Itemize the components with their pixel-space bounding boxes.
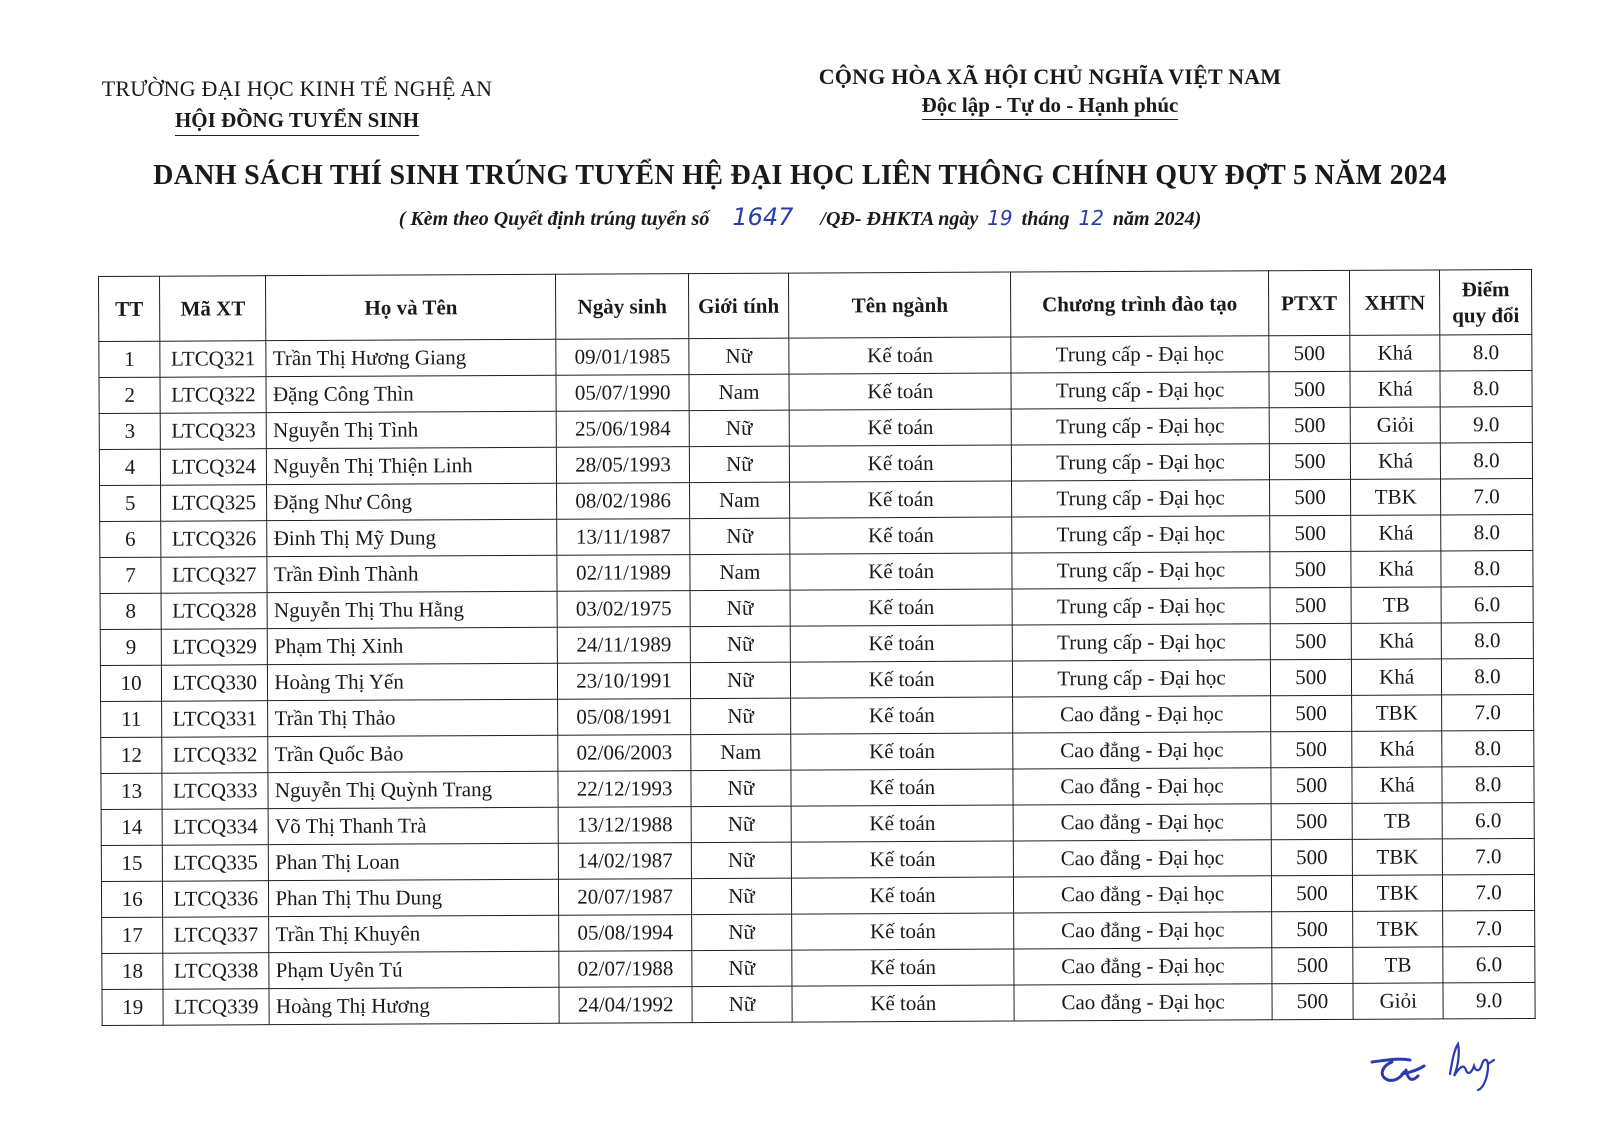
cell-ten-nganh: Kế toán bbox=[789, 337, 1012, 374]
cell-ten-nganh: Kế toán bbox=[791, 805, 1014, 842]
handwritten-initials-icon bbox=[1368, 1036, 1508, 1101]
cell-ptxt: 500 bbox=[1270, 695, 1352, 731]
cell-tt: 12 bbox=[101, 737, 162, 773]
cell-ptxt: 500 bbox=[1271, 875, 1353, 911]
cell-tt: 7 bbox=[100, 557, 161, 593]
cell-gioi-tinh: Nữ bbox=[691, 842, 791, 878]
cell-ptxt: 500 bbox=[1270, 623, 1352, 659]
cell-tt: 5 bbox=[100, 485, 161, 521]
cell-xhtn: Khá bbox=[1350, 335, 1440, 371]
cell-ten-nganh: Kế toán bbox=[789, 409, 1012, 446]
cell-ma-xt: LTCQ326 bbox=[161, 521, 267, 558]
cell-ngay-sinh: 13/12/1988 bbox=[558, 807, 691, 844]
cell-xhtn: TB bbox=[1352, 803, 1442, 839]
cell-gioi-tinh: Nữ bbox=[691, 770, 791, 806]
cell-tt: 9 bbox=[100, 629, 161, 665]
cell-chuong-trinh: Cao đẳng - Đại học bbox=[1014, 876, 1271, 913]
cell-ngay-sinh: 22/12/1993 bbox=[558, 771, 691, 808]
decision-number: 1647 bbox=[732, 203, 794, 231]
cell-ngay-sinh: 05/08/1991 bbox=[558, 699, 691, 736]
cell-diem-quy-doi: 6.0 bbox=[1441, 586, 1533, 622]
cell-ten-nganh: Kế toán bbox=[791, 841, 1014, 878]
cell-tt: 15 bbox=[101, 845, 162, 881]
cell-chuong-trinh: Trung cấp - Đại học bbox=[1013, 660, 1270, 697]
table-header-row bbox=[99, 269, 1532, 341]
cell-gioi-tinh: Nữ bbox=[692, 950, 792, 986]
cell-ten-nganh: Kế toán bbox=[789, 373, 1012, 410]
cell-ma-xt: LTCQ325 bbox=[161, 485, 267, 522]
cell-xhtn: TBK bbox=[1353, 839, 1443, 875]
col-header-ngay-sinh: Ngày sinh bbox=[556, 274, 689, 340]
cell-tt: 13 bbox=[101, 773, 162, 809]
cell-ma-xt: LTCQ330 bbox=[162, 665, 268, 702]
cell-chuong-trinh: Trung cấp - Đại học bbox=[1012, 408, 1269, 445]
cell-diem-quy-doi: 8.0 bbox=[1441, 550, 1533, 586]
cell-xhtn: Khá bbox=[1351, 551, 1441, 587]
cell-tt: 3 bbox=[99, 413, 160, 449]
cell-ho-ten: Đinh Thị Mỹ Dung bbox=[267, 519, 557, 556]
cell-ho-ten: Trần Thị Hương Giang bbox=[266, 339, 556, 376]
cell-diem-quy-doi: 9.0 bbox=[1440, 406, 1532, 442]
cell-xhtn: Khá bbox=[1352, 659, 1442, 695]
cell-ptxt: 500 bbox=[1269, 479, 1351, 515]
cell-ten-nganh: Kế toán bbox=[791, 769, 1014, 806]
cell-gioi-tinh: Nữ bbox=[690, 698, 790, 734]
subtitle-month-label: tháng bbox=[1021, 208, 1070, 230]
cell-ten-nganh: Kế toán bbox=[791, 733, 1014, 770]
cell-ten-nganh: Kế toán bbox=[792, 949, 1015, 986]
cell-ho-ten: Hoàng Thị Hương bbox=[269, 987, 559, 1024]
cell-diem-quy-doi: 7.0 bbox=[1443, 874, 1535, 910]
cell-diem-quy-doi: 6.0 bbox=[1443, 946, 1535, 982]
cell-ho-ten: Đặng Như Công bbox=[267, 483, 557, 520]
cell-chuong-trinh: Trung cấp - Đại học bbox=[1012, 480, 1269, 517]
cell-ngay-sinh: 05/08/1994 bbox=[559, 915, 692, 952]
document-title: DANH SÁCH THÍ SINH TRÚNG TUYỂN HỆ ĐẠI HỌC LIÊN THÔNG CHÍNH QUY ĐỢT 5 NĂM 2024 bbox=[153, 160, 1447, 191]
admitted-students-table bbox=[98, 269, 1536, 1026]
cell-tt: 4 bbox=[99, 449, 160, 485]
cell-ten-nganh: Kế toán bbox=[791, 877, 1014, 914]
cell-ho-ten: Phan Thị Loan bbox=[269, 843, 559, 880]
cell-ptxt: 500 bbox=[1271, 767, 1353, 803]
cell-chuong-trinh: Cao đẳng - Đại học bbox=[1014, 912, 1271, 949]
cell-tt: 6 bbox=[100, 521, 161, 557]
cell-diem-quy-doi: 8.0 bbox=[1442, 730, 1534, 766]
cell-diem-quy-doi: 8.0 bbox=[1442, 766, 1534, 802]
cell-ten-nganh: Kế toán bbox=[792, 985, 1015, 1022]
cell-ho-ten: Hoàng Thị Yến bbox=[268, 663, 558, 700]
cell-ngay-sinh: 03/02/1975 bbox=[557, 591, 690, 628]
col-header-xhtn: XHTN bbox=[1350, 270, 1440, 335]
cell-ma-xt: LTCQ322 bbox=[160, 377, 266, 414]
cell-xhtn: TB bbox=[1353, 947, 1443, 983]
cell-ngay-sinh: 02/11/1989 bbox=[557, 555, 690, 592]
cell-diem-quy-doi: 8.0 bbox=[1441, 622, 1533, 658]
cell-ngay-sinh: 14/02/1987 bbox=[559, 843, 692, 880]
cell-xhtn: Khá bbox=[1352, 767, 1442, 803]
cell-ngay-sinh: 08/02/1986 bbox=[557, 483, 690, 520]
admissions-council: HỘI ĐỒNG TUYỂN SINH bbox=[175, 108, 419, 136]
col-header-tt: TT bbox=[99, 276, 161, 341]
cell-ma-xt: LTCQ323 bbox=[160, 413, 266, 450]
cell-ten-nganh: Kế toán bbox=[792, 913, 1015, 950]
cell-ptxt: 500 bbox=[1271, 839, 1353, 875]
cell-ho-ten: Trần Thị Khuyên bbox=[269, 915, 559, 952]
cell-ptxt: 500 bbox=[1269, 515, 1351, 551]
cell-ten-nganh: Kế toán bbox=[790, 589, 1013, 626]
cell-chuong-trinh: Cao đẳng - Đại học bbox=[1013, 768, 1270, 805]
cell-tt: 2 bbox=[99, 377, 160, 413]
cell-ngay-sinh: 05/07/1990 bbox=[556, 375, 689, 412]
cell-tt: 11 bbox=[101, 701, 162, 737]
cell-tt: 14 bbox=[101, 809, 162, 845]
cell-gioi-tinh: Nữ bbox=[690, 626, 790, 662]
cell-ho-ten: Nguyễn Thị Tình bbox=[267, 411, 557, 448]
col-header-ma-xt: Mã XT bbox=[160, 276, 266, 342]
cell-ma-xt: LTCQ332 bbox=[162, 737, 268, 774]
subtitle-year: năm 2024) bbox=[1112, 208, 1202, 230]
cell-tt: 1 bbox=[99, 341, 160, 377]
cell-chuong-trinh: Trung cấp - Đại học bbox=[1012, 444, 1269, 481]
document-subtitle bbox=[0, 203, 1600, 231]
cell-ngay-sinh: 02/06/2003 bbox=[558, 735, 691, 772]
decision-month: 12 bbox=[1078, 206, 1104, 230]
cell-diem-quy-doi: 8.0 bbox=[1441, 658, 1533, 694]
cell-chuong-trinh: Trung cấp - Đại học bbox=[1012, 516, 1269, 553]
cell-ho-ten: Phạm Thị Xinh bbox=[268, 627, 558, 664]
cell-tt: 19 bbox=[102, 989, 163, 1025]
cell-ptxt: 500 bbox=[1272, 983, 1354, 1019]
cell-diem-quy-doi: 7.0 bbox=[1442, 694, 1534, 730]
cell-tt: 10 bbox=[100, 665, 161, 701]
cell-xhtn: TBK bbox=[1351, 479, 1441, 515]
cell-chuong-trinh: Trung cấp - Đại học bbox=[1011, 336, 1268, 373]
cell-diem-quy-doi: 9.0 bbox=[1443, 982, 1535, 1018]
cell-gioi-tinh: Nam bbox=[690, 554, 790, 590]
cell-xhtn: Khá bbox=[1352, 731, 1442, 767]
cell-ma-xt: LTCQ336 bbox=[163, 881, 269, 918]
cell-diem-quy-doi: 6.0 bbox=[1442, 802, 1534, 838]
col-header-ho-ten: Họ và Tên bbox=[266, 274, 556, 340]
cell-ngay-sinh: 25/06/1984 bbox=[556, 411, 689, 448]
cell-gioi-tinh: Nữ bbox=[691, 878, 791, 914]
cell-ngay-sinh: 24/11/1989 bbox=[557, 627, 690, 664]
cell-ptxt: 500 bbox=[1271, 911, 1353, 947]
motto: Độc lập - Tự do - Hạnh phúc bbox=[922, 93, 1179, 120]
subtitle-prefix: ( Kèm theo Quyết định trúng tuyển số bbox=[398, 208, 710, 230]
country-name: CỘNG HÒA XÃ HỘI CHỦ NGHĨA VIỆT NAM bbox=[818, 64, 1282, 89]
cell-diem-quy-doi: 8.0 bbox=[1440, 442, 1532, 478]
cell-ho-ten: Trần Quốc Bảo bbox=[268, 735, 558, 772]
col-header-ptxt: PTXT bbox=[1268, 270, 1350, 335]
cell-diem-quy-doi: 8.0 bbox=[1441, 514, 1533, 550]
cell-diem-quy-doi: 8.0 bbox=[1440, 370, 1532, 406]
cell-xhtn: TBK bbox=[1353, 875, 1443, 911]
col-header-ten-nganh: Tên ngành bbox=[788, 272, 1011, 338]
cell-gioi-tinh: Nữ bbox=[689, 410, 789, 446]
cell-ho-ten: Trần Đình Thành bbox=[267, 555, 557, 592]
cell-gioi-tinh: Nữ bbox=[691, 806, 791, 842]
cell-xhtn: Khá bbox=[1351, 443, 1441, 479]
cell-ma-xt: LTCQ337 bbox=[163, 917, 269, 954]
cell-ten-nganh: Kế toán bbox=[790, 661, 1013, 698]
cell-gioi-tinh: Nữ bbox=[692, 986, 792, 1022]
col-header-chuong-trinh: Chương trình đào tạo bbox=[1011, 271, 1269, 337]
cell-chuong-trinh: Cao đẳng - Đại học bbox=[1014, 984, 1271, 1021]
cell-ma-xt: LTCQ339 bbox=[163, 989, 269, 1026]
cell-ten-nganh: Kế toán bbox=[790, 517, 1013, 554]
cell-diem-quy-doi: 7.0 bbox=[1443, 910, 1535, 946]
cell-ten-nganh: Kế toán bbox=[789, 445, 1012, 482]
cell-tt: 17 bbox=[102, 917, 163, 953]
cell-ma-xt: LTCQ321 bbox=[160, 341, 266, 378]
cell-chuong-trinh: Cao đẳng - Đại học bbox=[1013, 732, 1270, 769]
cell-gioi-tinh: Nữ bbox=[690, 590, 790, 626]
cell-gioi-tinh: Nữ bbox=[690, 518, 790, 554]
cell-tt: 8 bbox=[100, 593, 161, 629]
cell-diem-quy-doi: 8.0 bbox=[1440, 334, 1532, 370]
cell-ptxt: 500 bbox=[1268, 335, 1350, 371]
cell-ho-ten: Nguyễn Thị Thu Hằng bbox=[267, 591, 557, 628]
cell-tt: 16 bbox=[101, 881, 162, 917]
table-row bbox=[102, 982, 1535, 1025]
cell-ngay-sinh: 28/05/1993 bbox=[557, 447, 690, 484]
cell-ptxt: 500 bbox=[1271, 803, 1353, 839]
cell-gioi-tinh: Nữ bbox=[689, 338, 789, 374]
cell-chuong-trinh: Trung cấp - Đại học bbox=[1011, 372, 1268, 409]
cell-xhtn: TB bbox=[1351, 587, 1441, 623]
cell-chuong-trinh: Trung cấp - Đại học bbox=[1012, 588, 1269, 625]
cell-ptxt: 500 bbox=[1269, 407, 1351, 443]
cell-ptxt: 500 bbox=[1269, 371, 1351, 407]
cell-ma-xt: LTCQ329 bbox=[161, 629, 267, 666]
cell-gioi-tinh: Nam bbox=[689, 482, 789, 518]
cell-diem-quy-doi: 7.0 bbox=[1442, 838, 1534, 874]
cell-ho-ten: Nguyễn Thị Thiện Linh bbox=[267, 447, 557, 484]
cell-ngay-sinh: 20/07/1987 bbox=[559, 879, 692, 916]
cell-chuong-trinh: Cao đẳng - Đại học bbox=[1013, 696, 1270, 733]
issuer-block bbox=[92, 76, 502, 136]
cell-ngay-sinh: 09/01/1985 bbox=[556, 339, 689, 376]
cell-ptxt: 500 bbox=[1270, 731, 1352, 767]
cell-gioi-tinh: Nữ bbox=[692, 914, 792, 950]
cell-chuong-trinh: Cao đẳng - Đại học bbox=[1014, 840, 1271, 877]
decision-day: 19 bbox=[987, 206, 1013, 230]
cell-xhtn: Giỏi bbox=[1353, 983, 1443, 1019]
cell-ptxt: 500 bbox=[1269, 551, 1351, 587]
cell-xhtn: Khá bbox=[1351, 623, 1441, 659]
cell-ho-ten: Phan Thị Thu Dung bbox=[269, 879, 559, 916]
cell-xhtn: Giỏi bbox=[1350, 407, 1440, 443]
cell-ho-ten: Đặng Công Thìn bbox=[266, 375, 556, 412]
university-name: TRƯỜNG ĐẠI HỌC KINH TẾ NGHỆ AN bbox=[101, 76, 493, 101]
cell-chuong-trinh: Trung cấp - Đại học bbox=[1013, 624, 1270, 661]
cell-ptxt: 500 bbox=[1271, 947, 1353, 983]
national-motto-block bbox=[790, 64, 1310, 120]
cell-ho-ten: Nguyễn Thị Quỳnh Trang bbox=[268, 771, 558, 808]
cell-ptxt: 500 bbox=[1270, 659, 1352, 695]
cell-chuong-trinh: Trung cấp - Đại học bbox=[1012, 552, 1269, 589]
cell-ma-xt: LTCQ338 bbox=[163, 953, 269, 990]
cell-ma-xt: LTCQ333 bbox=[162, 773, 268, 810]
cell-chuong-trinh: Cao đẳng - Đại học bbox=[1014, 948, 1271, 985]
col-header-diem-line2: quy đổi bbox=[1452, 303, 1520, 328]
cell-ma-xt: LTCQ331 bbox=[162, 701, 268, 738]
cell-ma-xt: LTCQ327 bbox=[161, 557, 267, 594]
cell-gioi-tinh: Nữ bbox=[689, 446, 789, 482]
cell-chuong-trinh: Cao đẳng - Đại học bbox=[1014, 804, 1271, 841]
cell-diem-quy-doi: 7.0 bbox=[1441, 478, 1533, 514]
cell-gioi-tinh: Nam bbox=[691, 734, 791, 770]
cell-ma-xt: LTCQ324 bbox=[161, 449, 267, 486]
cell-gioi-tinh: Nam bbox=[689, 374, 789, 410]
cell-ngay-sinh: 24/04/1992 bbox=[559, 987, 692, 1024]
col-header-diem-line1: Điểm bbox=[1461, 277, 1510, 302]
cell-ptxt: 500 bbox=[1269, 443, 1351, 479]
cell-gioi-tinh: Nữ bbox=[690, 662, 790, 698]
cell-ten-nganh: Kế toán bbox=[790, 553, 1013, 590]
cell-ten-nganh: Kế toán bbox=[790, 697, 1013, 734]
cell-xhtn: Khá bbox=[1351, 515, 1441, 551]
cell-ngay-sinh: 23/10/1991 bbox=[558, 663, 691, 700]
cell-ho-ten: Phạm Uyên Tú bbox=[269, 951, 559, 988]
cell-xhtn: Khá bbox=[1350, 371, 1440, 407]
cell-ptxt: 500 bbox=[1270, 587, 1352, 623]
cell-ngay-sinh: 02/07/1988 bbox=[559, 951, 692, 988]
cell-ho-ten: Trần Thị Thảo bbox=[268, 699, 558, 736]
cell-ten-nganh: Kế toán bbox=[789, 481, 1012, 518]
cell-ma-xt: LTCQ334 bbox=[162, 809, 268, 846]
col-header-diem-quy-doi bbox=[1440, 269, 1532, 334]
cell-ngay-sinh: 13/11/1987 bbox=[557, 519, 690, 556]
col-header-gioi-tinh: Giới tính bbox=[688, 273, 788, 338]
cell-ma-xt: LTCQ335 bbox=[163, 845, 269, 882]
cell-xhtn: TBK bbox=[1352, 695, 1442, 731]
cell-ho-ten: Võ Thị Thanh Trà bbox=[268, 807, 558, 844]
cell-ma-xt: LTCQ328 bbox=[161, 593, 267, 630]
subtitle-decision-code: /QĐ- ĐHKTA ngày bbox=[820, 208, 979, 230]
cell-ten-nganh: Kế toán bbox=[790, 625, 1013, 662]
cell-xhtn: TBK bbox=[1353, 911, 1443, 947]
cell-tt: 18 bbox=[102, 953, 163, 989]
